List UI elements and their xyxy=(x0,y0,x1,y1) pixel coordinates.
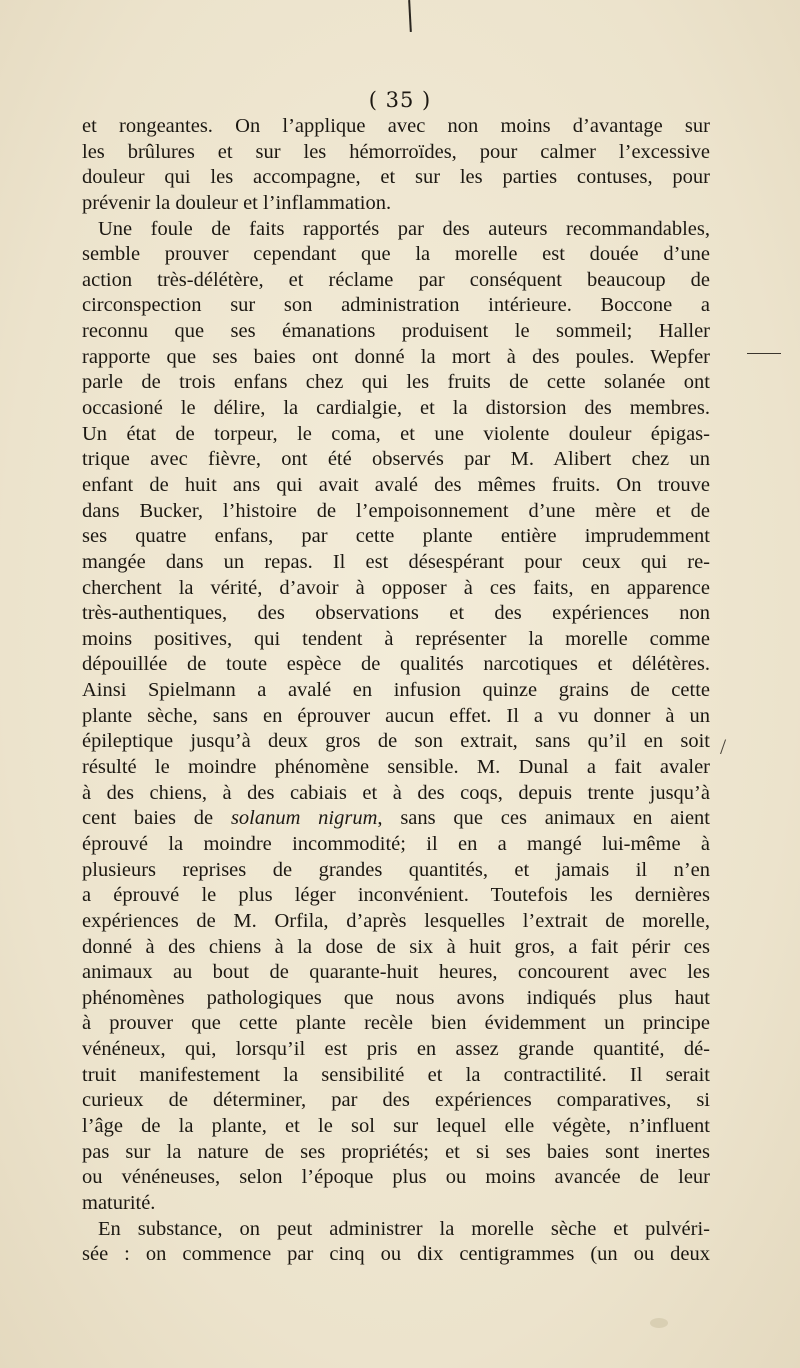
text-line: à des chiens, à des cabiais et à des coqs, depuis trente jusqu’à xyxy=(82,781,710,804)
text-line: parle de trois enfans chez qui les fruits de cette solanée ont xyxy=(82,371,710,394)
text-line: truit manifestement la sensibilité et la contractilité. Il serait xyxy=(82,1063,710,1086)
text-line: éprouvé la moindre incommodité; il en a mangé lui-même à xyxy=(82,832,710,855)
top-ink-mark xyxy=(408,0,412,32)
text-line: Une foule de faits rapportés par des auteurs recommandables, xyxy=(98,217,710,240)
text-line: à prouver que cette plante recèle bien évidemment un principe xyxy=(82,1012,710,1035)
text-fragment: , sans que ces animaux en aient xyxy=(377,807,711,830)
text-line: moins positives, qui tendent à représenter la morelle comme xyxy=(82,627,710,650)
margin-dash-mark xyxy=(747,353,781,354)
margin-slash-mark: / xyxy=(720,734,727,759)
text-line: et rongeantes. On l’applique avec non moins d’avantage sur xyxy=(82,115,710,137)
text-line: maturité. xyxy=(82,1191,156,1214)
text-line: a éprouvé le plus léger inconvénient. Toutefois les dernières xyxy=(82,884,710,907)
text-line: circonspection sur son administration intérieure. Boccone a xyxy=(82,294,710,317)
text-line: occasioné le délire, la cardialgie, et la distorsion des membres. xyxy=(82,397,710,420)
text-line: résulté le moindre phénomène sensible. M. Dunal a fait avaler xyxy=(82,756,710,779)
text-line: dans Bucker, l’histoire de l’empoisonnement d’une mère et de xyxy=(82,499,710,522)
text-line: mangée dans un repas. Il est désespérant pour ceux qui re- xyxy=(82,550,710,573)
page-number: ( 35 ) xyxy=(368,88,432,112)
text-line: vénéneux, qui, lorsqu’il est pris en assez grande quantité, dé- xyxy=(82,1038,710,1061)
text-line: trique avec fièvre, ont été observés par M. Alibert chez un xyxy=(82,448,710,471)
text-line: phénomènes pathologiques que nous avons indiqués plus haut xyxy=(82,986,710,1009)
text-line: curieux de déterminer, par des expériences comparatives, si xyxy=(82,1089,710,1112)
italic-species-name: solanum nigrum xyxy=(230,807,378,830)
text-line: expériences de M. Orfila, d’après lesquelles l’extrait de morelle, xyxy=(82,909,710,932)
text-line: pas sur la nature de ses propriétés; et si ses baies sont inertes xyxy=(82,1140,710,1163)
text-line: très-authentiques, des observations et des expériences non xyxy=(82,602,710,625)
text-line: enfant de huit ans qui avait avalé des mêmes fruits. On trouve xyxy=(82,473,710,496)
text-line: épileptique jusqu’à deux gros de son extrait, sans qu’il en soit xyxy=(82,730,710,753)
text-line: dépouillée de toute espèce de qualités narcotiques et délétères. xyxy=(82,653,710,676)
paper-speck xyxy=(650,1318,668,1328)
text-line: reconnu que ses émanations produisent le sommeil; Haller xyxy=(82,320,710,343)
text-line: action très-délétère, et réclame par conséquent beaucoup de xyxy=(82,268,710,291)
body-text xyxy=(82,114,710,1268)
text-line: douleur qui les accompagne, et sur les parties contuses, pour xyxy=(82,166,710,189)
text-line-mixed xyxy=(82,806,710,832)
text-line: les brûlures et sur les hémorroïdes, pour calmer l’excessive xyxy=(82,140,710,163)
text-line: l’âge de la plante, et le sol sur lequel elle végète, n’influent xyxy=(82,1114,710,1137)
text-line: ou vénéneuses, selon l’époque plus ou moins avancée de leur xyxy=(82,1166,710,1189)
text-line: donné à des chiens à la dose de six à huit gros, a fait périr ces xyxy=(82,935,710,958)
text-line: plusieurs reprises de grandes quantités, et jamais il n’en xyxy=(82,858,710,881)
text-line: prévenir la douleur et l’inflammation. xyxy=(82,191,392,214)
text-line: En substance, on peut administrer la morelle sèche et pulvéri- xyxy=(98,1217,710,1240)
text-line: ses quatre enfans, par cette plante entière imprudemment xyxy=(82,525,710,548)
text-line: plante sèche, sans en éprouver aucun effet. Il a vu donner à un xyxy=(82,704,710,727)
text-fragment: cent baies de xyxy=(82,807,214,830)
text-line: Un état de torpeur, le coma, et une violente douleur épigas- xyxy=(82,422,710,445)
text-line: sée : on commence par cinq ou dix centigrammes (un ou deux xyxy=(82,1243,710,1266)
text-line: rapporte que ses baies ont donné la mort à des poules. Wepfer xyxy=(82,345,710,368)
text-line: Ainsi Spielmann a avalé en infusion quinze grains de cette xyxy=(82,679,710,702)
text-line: animaux au bout de quarante-huit heures, concourent avec les xyxy=(82,961,710,984)
text-line: cherchent la vérité, d’avoir à opposer à ces faits, en apparence xyxy=(82,576,710,599)
text-line: semble prouver cependant que la morelle est douée d’une xyxy=(82,243,710,266)
